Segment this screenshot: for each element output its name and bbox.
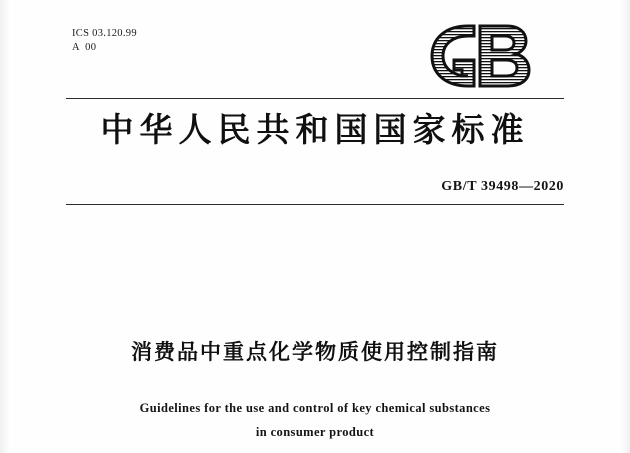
subject-title-chinese: 消费品中重点化学物质使用控制指南	[131, 339, 499, 364]
ics-class-line: A 00	[72, 42, 97, 54]
subject-title-english	[0, 396, 630, 445]
subject-title-english-line-1: Guidelines for the use and control of key chemical substances	[139, 401, 491, 415]
page-edge-shadow-right	[620, 0, 630, 453]
page-edge-shadow-left	[0, 0, 10, 453]
divider-bottom	[66, 204, 564, 205]
ics-classification-block	[72, 27, 137, 55]
divider-top	[66, 98, 564, 99]
standard-number: GB/T 39498—2020	[441, 179, 564, 194]
page-title: 中华人民共和国国家标准	[100, 110, 530, 149]
subject-title-english-line-2: in consumer product	[255, 425, 375, 440]
gb-national-standard-emblem-icon	[424, 22, 536, 90]
ics-code-line: ICS 03.120.99	[72, 28, 137, 39]
